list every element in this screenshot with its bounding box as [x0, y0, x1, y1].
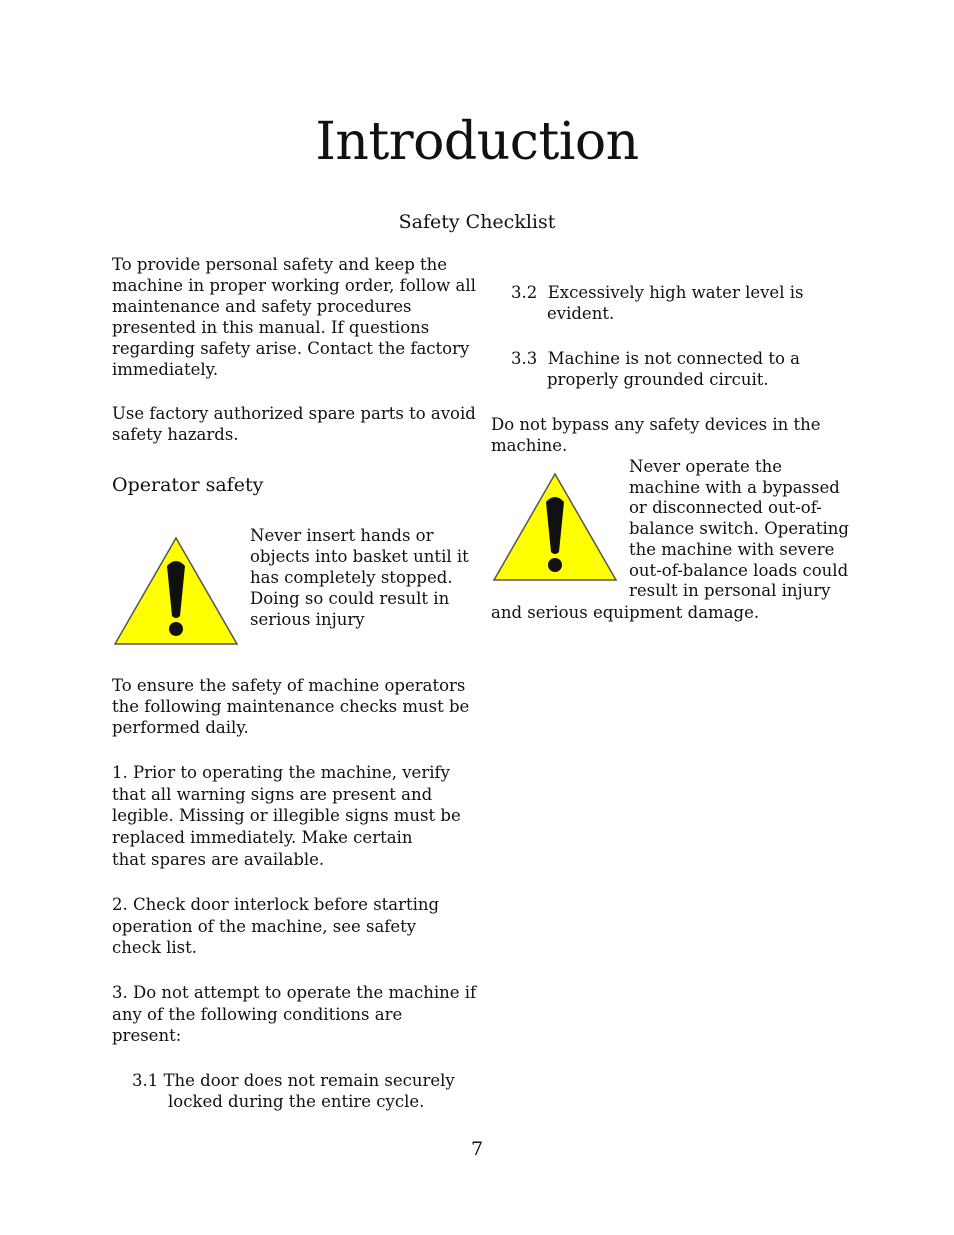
text-line: replaced immediately. Make certain — [112, 828, 413, 848]
text-line: The door does not remain securely — [163, 1071, 455, 1090]
text-line: locked during the entire cycle. — [168, 1092, 425, 1111]
text-line: has completely stopped. — [250, 568, 453, 587]
text-line: that all warning signs are present and — [112, 784, 433, 804]
text-line: To ensure the safety of machine operators — [112, 676, 466, 695]
daily-checks-paragraph — [112, 675, 469, 738]
text-line: Never operate the — [629, 457, 783, 476]
item-number: 3.3 — [511, 349, 538, 368]
warning-bypass-tail: and serious equipment damage. — [491, 603, 760, 622]
text-line: 2. Check door interlock before starting — [112, 895, 440, 914]
text-line: 1. Prior to operating the machine, verify — [112, 763, 450, 782]
text-line: properly grounded circuit. — [547, 370, 769, 389]
text-line: maintenance and safety procedures — [112, 297, 412, 316]
bypass-paragraph — [491, 414, 821, 456]
text-line: To provide personal safety and keep the — [112, 255, 448, 274]
text-line: machine in proper working order, follow all — [112, 276, 476, 295]
text-line: regarding safety arise. Contact the factory — [112, 339, 470, 358]
text-line: Never insert hands or — [250, 526, 434, 545]
warning-hands-text — [250, 525, 469, 630]
text-line: the machine with severe — [629, 539, 835, 559]
text-line: objects into basket until it — [250, 547, 469, 566]
item-number: 3.2 — [511, 283, 538, 302]
warning-triangle-icon — [492, 472, 618, 582]
checklist-item-3-1 — [132, 1070, 455, 1112]
page-title: Introduction — [315, 112, 639, 172]
text-line: 3. Do not attempt to operate the machine if — [112, 983, 477, 1002]
text-line: Use factory authorized spare parts to avoid — [112, 404, 476, 423]
page-number: 7 — [470, 1138, 484, 1160]
text-line: safety hazards. — [112, 425, 239, 444]
text-line: evident. — [547, 304, 615, 323]
checklist-item-2 — [112, 894, 439, 959]
text-line: out-of-balance loads could — [629, 560, 849, 580]
item-3-3-first-line — [511, 348, 800, 369]
text-line: operation of the machine, see safety — [112, 916, 417, 936]
checklist-item-3-3 — [511, 348, 800, 390]
text-line: immediately. — [112, 360, 219, 379]
text-line: balance switch. Operating — [629, 519, 849, 539]
item-3-2-first-line — [511, 282, 803, 303]
spare-parts-paragraph — [112, 403, 476, 445]
text-line: presented in this manual. If questions — [112, 318, 430, 337]
text-line: result in personal injury — [629, 581, 831, 601]
section-title: Safety Checklist — [398, 211, 556, 233]
text-line: or disconnected out-of- — [629, 498, 822, 518]
text-line: Machine is not connected to a — [547, 349, 800, 368]
text-line: legible. Missing or illegible signs must be — [112, 806, 461, 826]
text-line: Do not bypass any safety devices in the — [491, 415, 821, 434]
item-number: 3.1 — [132, 1071, 159, 1090]
text-line: check list. — [112, 938, 198, 958]
checklist-item-3 — [112, 982, 476, 1047]
text-line: Doing so could result in — [250, 589, 450, 608]
text-line: serious injury — [250, 610, 365, 629]
text-line: the following maintenance checks must be — [112, 697, 470, 716]
intro-paragraph — [112, 254, 476, 380]
item-3-1-first-line — [132, 1070, 455, 1091]
warning-bypass-text — [629, 457, 849, 602]
text-line: present: — [112, 1026, 182, 1046]
text-line: machine with a bypassed — [629, 477, 840, 497]
text-line: performed daily. — [112, 718, 249, 737]
checklist-item-3-2 — [511, 282, 803, 324]
warning-triangle-icon — [113, 536, 239, 646]
text-line: any of the following conditions are — [112, 1004, 403, 1024]
operator-safety-heading: Operator safety — [112, 474, 264, 496]
text-line: that spares are available. — [112, 849, 325, 869]
text-line: Excessively high water level is — [547, 283, 804, 302]
checklist-item-1 — [112, 762, 461, 871]
text-line: machine. — [491, 436, 568, 455]
